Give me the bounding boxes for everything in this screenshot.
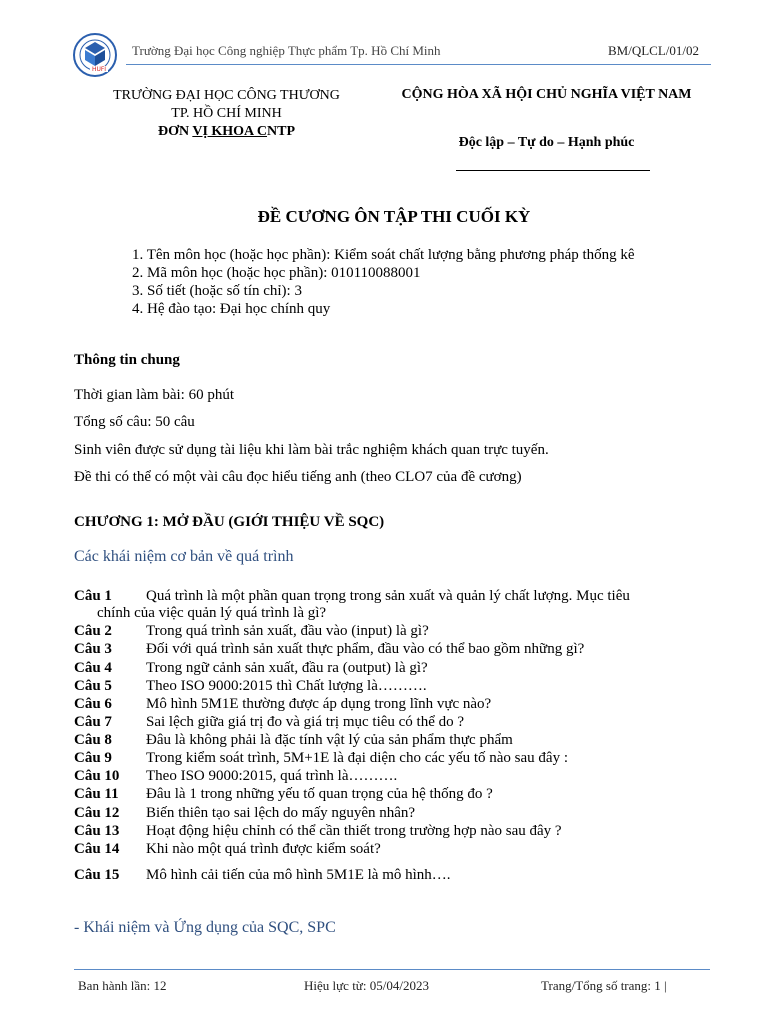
general-info-heading: Thông tin chung <box>74 352 180 368</box>
question-item <box>74 804 710 822</box>
question-number: Câu 1 <box>74 588 112 604</box>
footer-issue: Ban hành lần: 12 <box>78 978 167 993</box>
issuing-unit-line2: TP. HỒ CHÍ MINH <box>171 106 282 121</box>
question-number: Câu 11 <box>74 786 119 802</box>
question-text: Mô hình 5M1E thường được áp dụng trong lĩnh vực nào? <box>146 696 492 712</box>
document-title: ĐỀ CƯƠNG ÔN TẬP THI CUỐI KỲ <box>257 207 531 226</box>
course-info-item: 1. Tên môn học (hoặc học phần): Kiểm soát chất lượng bằng phương pháp thống kê <box>132 247 635 263</box>
section-subheading: - Khái niệm và Ứng dụng của SQC, SPC <box>74 919 336 936</box>
question-number: Câu 5 <box>74 678 112 694</box>
issuing-unit-dept: ĐƠN VỊ KHOA CNTP <box>157 124 296 139</box>
question-text: Đâu là 1 trong những yếu tố quan trọng của hệ thống đo ? <box>146 786 493 802</box>
question-item <box>74 695 710 713</box>
question-item <box>74 677 710 695</box>
footer-divider <box>74 969 710 970</box>
footer-page-count: Trang/Tổng số trang: 1 | <box>541 978 667 993</box>
question-number: Câu 3 <box>74 641 112 657</box>
question-number: Câu 9 <box>74 750 112 766</box>
question-item <box>74 749 710 767</box>
general-info-line: Tổng số câu: 50 câu <box>74 414 195 430</box>
question-item <box>74 640 710 658</box>
question-number: Câu 14 <box>74 841 120 857</box>
issuing-unit-line1: TRƯỜNG ĐẠI HỌC CÔNG THƯƠNG <box>113 88 340 103</box>
header-divider <box>126 64 711 65</box>
question-item <box>74 785 710 803</box>
motto-underline <box>456 170 650 171</box>
question-item <box>74 713 710 731</box>
general-info-line: Sinh viên được sử dụng tài liệu khi làm bài trắc nghiệm khách quan trực tuyến. <box>74 442 549 458</box>
logo-text: HUFI <box>91 66 107 73</box>
course-info-item: 4. Hệ đào tạo: Đại học chính quy <box>132 301 331 317</box>
question-text: Quá trình là một phần quan trọng trong sản xuất và quản lý chất lượng. Mục tiêu <box>146 588 630 604</box>
question-text: Trong ngữ cảnh sản xuất, đầu ra (output) là gì? <box>146 660 428 676</box>
question-number: Câu 13 <box>74 823 120 839</box>
general-info-line: Đề thi có thể có một vài câu đọc hiểu tiếng anh (theo CLO7 của đề cương) <box>74 469 522 485</box>
footer-effective-date: Hiệu lực từ: 05/04/2023 <box>304 978 429 993</box>
section-subheading: Các khái niệm cơ bản về quá trình <box>74 548 294 565</box>
question-number: Câu 6 <box>74 696 112 712</box>
question-text: Mô hình cải tiến của mô hình 5M1E là mô hình…. <box>146 867 451 883</box>
chapter-heading: CHƯƠNG 1: MỞ ĐẦU (GIỚI THIỆU VỀ SQC) <box>74 514 385 530</box>
university-logo-icon <box>72 32 126 78</box>
question-item <box>74 587 710 605</box>
question-text-continued: chính của việc quản lý quá trình là gì? <box>97 605 327 621</box>
question-number: Câu 7 <box>74 714 112 730</box>
question-item <box>74 840 710 858</box>
question-text: Sai lệch giữa giá trị đo và giá trị mục tiêu có thể do ? <box>146 714 465 730</box>
question-text: Theo ISO 9000:2015, quá trình là………. <box>146 768 398 784</box>
question-item <box>74 622 710 640</box>
question-text: Biến thiên tạo sai lệch do mấy nguyên nhân? <box>146 805 416 821</box>
general-info-line: Thời gian làm bài: 60 phút <box>74 387 234 403</box>
question-text: Trong kiểm soát trình, 5M+1E là đại diện cho các yếu tố nào sau đây : <box>146 750 568 766</box>
course-info-item: 3. Số tiết (hoặc số tín chỉ): 3 <box>132 283 302 299</box>
course-info-item: 2. Mã môn học (hoặc học phần): 010110088001 <box>132 265 421 281</box>
question-text: Theo ISO 9000:2015 thì Chất lượng là………. <box>146 678 427 694</box>
course-info-list <box>132 246 635 318</box>
question-item <box>74 767 710 785</box>
header-school-name: Trường Đại học Công nghiệp Thực phẩm Tp. Hồ Chí Minh <box>132 43 441 58</box>
question-number: Câu 12 <box>74 805 120 821</box>
question-number: Câu 8 <box>74 732 112 748</box>
question-text: Đối với quá trình sản xuất thực phẩm, đầu vào có thể bao gồm những gì? <box>146 641 585 657</box>
form-code: BM/QLCL/01/02 <box>608 43 700 58</box>
question-number: Câu 4 <box>74 660 112 676</box>
question-number: Câu 2 <box>74 623 112 639</box>
question-item <box>74 866 710 884</box>
national-title: CỘNG HÒA XÃ HỘI CHỦ NGHĨA VIỆT NAM <box>401 87 692 102</box>
question-item <box>74 822 710 840</box>
question-text: Khi nào một quá trình được kiểm soát? <box>146 841 381 857</box>
question-text: Trong quá trình sản xuất, đầu vào (input) là gì? <box>146 623 429 639</box>
question-text: Hoạt động hiệu chỉnh có thể cần thiết trong trường hợp nào sau đây ? <box>146 823 562 839</box>
question-text: Đâu là không phải là đặc tính vật lý của sản phẩm thực phẩm <box>146 732 513 748</box>
question-item <box>74 731 710 749</box>
issuing-unit-block <box>84 87 369 141</box>
question-number: Câu 10 <box>74 768 120 784</box>
question-item <box>74 659 710 677</box>
question-number: Câu 15 <box>74 867 120 883</box>
national-motto: Độc lập – Tự do – Hạnh phúc <box>458 135 635 150</box>
